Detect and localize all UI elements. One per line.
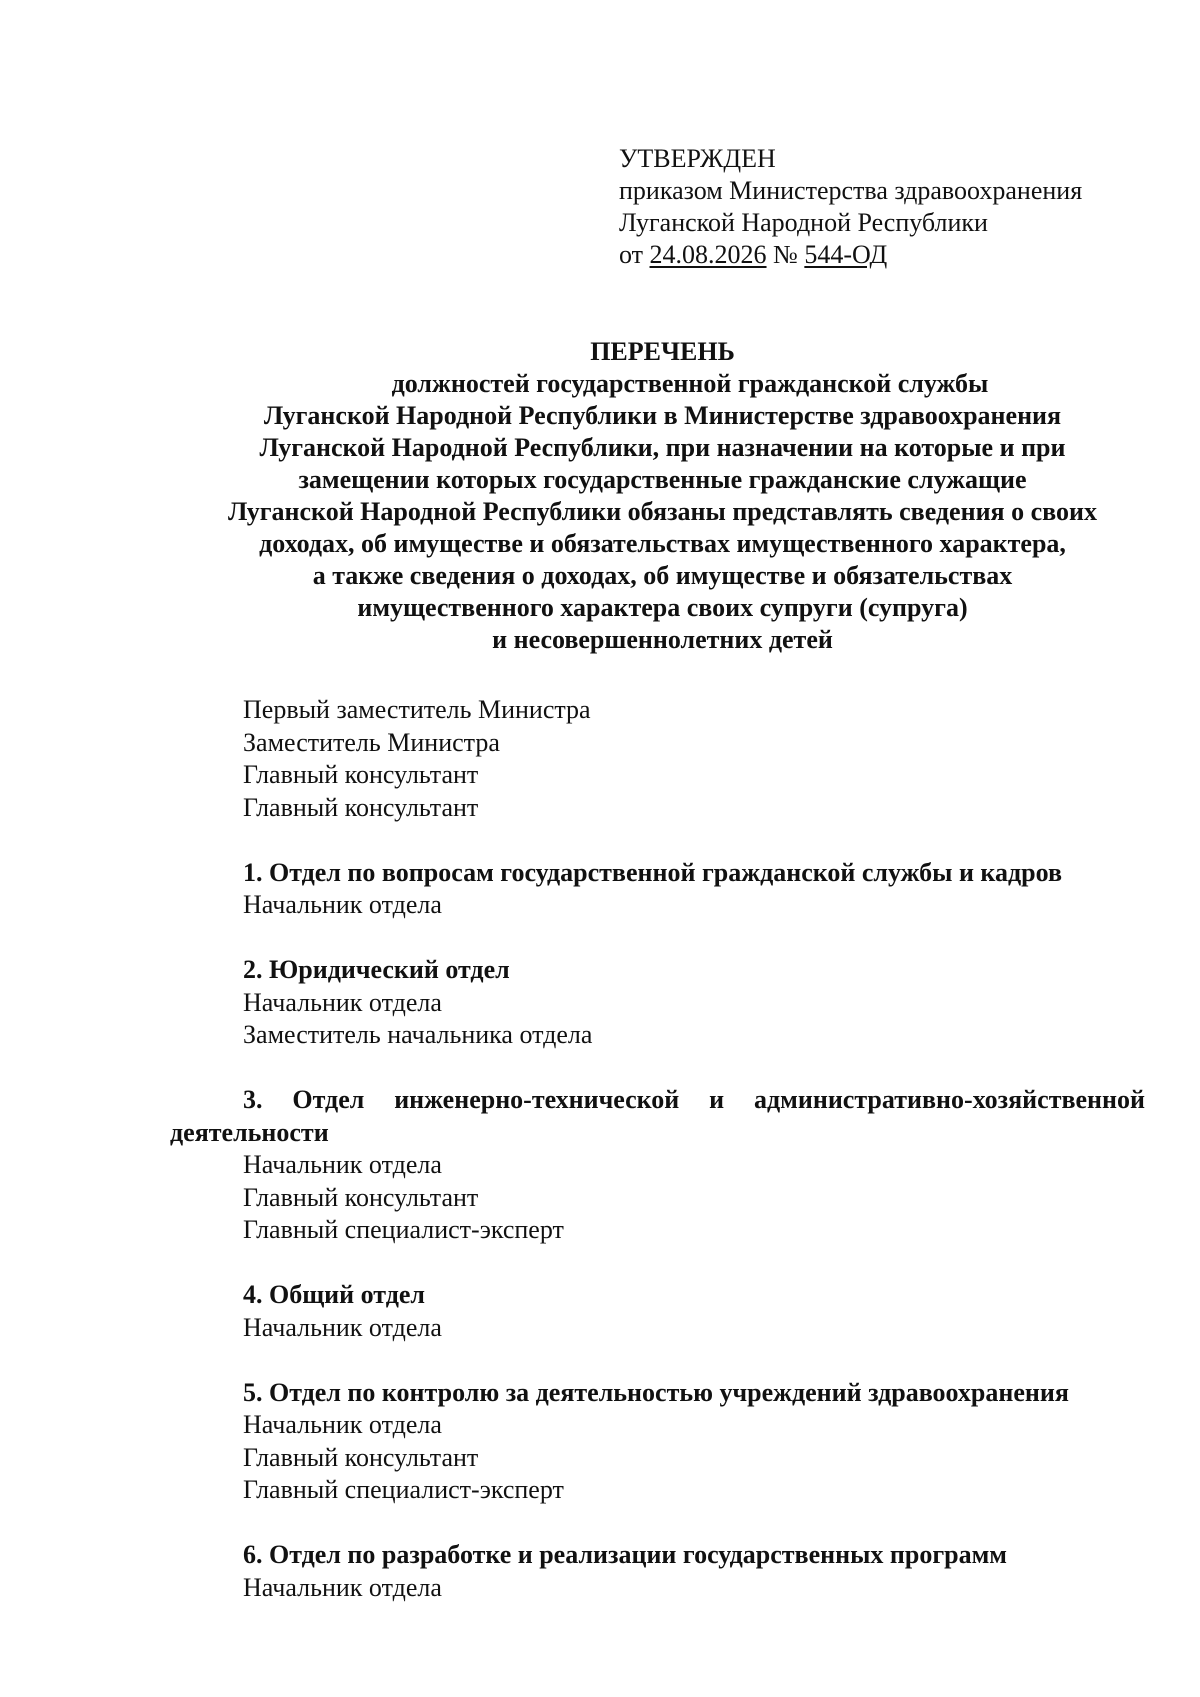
approval-republic-line: Луганской Народной Республики [619, 208, 988, 237]
title-line: должностей государственной гражданской службы [391, 369, 989, 398]
position-item: Начальник отдела [243, 1150, 442, 1179]
title-line: Луганской Народной Республики обязаны представлять сведения о своих [228, 497, 1097, 526]
title-line: доходах, об имуществе и обязательствах имущественного характера, [259, 529, 1066, 558]
section-heading: 6. Отдел по разработке и реализации государственных программ [243, 1540, 1008, 1569]
position-item: Начальник отдела [243, 1572, 442, 1602]
section-heading: 1. Отдел по вопросам государственной гражданской службы и кадров [243, 857, 1063, 887]
approval-date: 24.08.2026 [649, 240, 767, 269]
section-2 [170, 954, 1180, 1052]
title-line: Луганской Народной Республики, при назначении на которые и при [259, 433, 1066, 462]
position-item: Заместитель Министра [243, 727, 500, 757]
position-item: Начальник отдела [243, 1312, 442, 1342]
position-item: Главный специалист-эксперт [243, 1215, 564, 1244]
section-heading: 4. Общий отдел [243, 1280, 425, 1309]
title-line: а также сведения о доходах, об имуществе и обязательствах [312, 561, 1013, 590]
position-item: Главный специалист-эксперт [243, 1475, 564, 1504]
title-heading: ПЕРЕЧЕНЬ [590, 337, 735, 366]
title-line: имущественного характера своих супруги (супруга) [357, 593, 968, 622]
approval-number-sign: № [773, 240, 798, 269]
section-3 [170, 1084, 1180, 1247]
section-heading: 3. Отдел инженерно-технической и административно-хозяйственной деятельности [170, 1085, 1145, 1147]
title-line: Луганской Народной Республики в Министерстве здравоохранения [263, 401, 1062, 430]
title-line: и несовершеннолетних детей [492, 625, 833, 654]
position-item: Начальник отдела [243, 987, 442, 1017]
title-line: замещении которых государственные гражданские служащие [298, 465, 1027, 494]
approval-number: 544-ОД [804, 240, 888, 269]
approval-stamp [619, 143, 1082, 271]
section-1 [170, 857, 1180, 922]
position-item: Начальник отдела [243, 1410, 442, 1439]
section-5 [170, 1377, 1180, 1507]
approval-order-line: приказом Министерства здравоохранения [619, 176, 1083, 205]
position-item: Главный консультант [243, 760, 479, 789]
approval-date-prefix: от [619, 240, 644, 269]
position-item: Главный консультант [243, 1182, 479, 1212]
position-item: Главный консультант [243, 1442, 479, 1472]
top-positions [170, 694, 1180, 824]
section-6 [170, 1539, 1180, 1604]
section-heading: 2. Юридический отдел [243, 955, 510, 984]
position-item: Первый заместитель Министра [243, 695, 591, 724]
approval-heading: УТВЕРЖДЕН [619, 144, 776, 173]
approval-date-line [619, 239, 1082, 271]
document-title [160, 336, 1165, 656]
section-4 [170, 1279, 1180, 1344]
position-item: Начальник отдела [243, 890, 442, 919]
position-item: Главный консультант [243, 792, 479, 822]
positions-list [170, 694, 1180, 1604]
section-heading: 5. Отдел по контролю за деятельностью учреждений здравоохранения [243, 1377, 1069, 1407]
position-item: Заместитель начальника отдела [243, 1020, 593, 1049]
